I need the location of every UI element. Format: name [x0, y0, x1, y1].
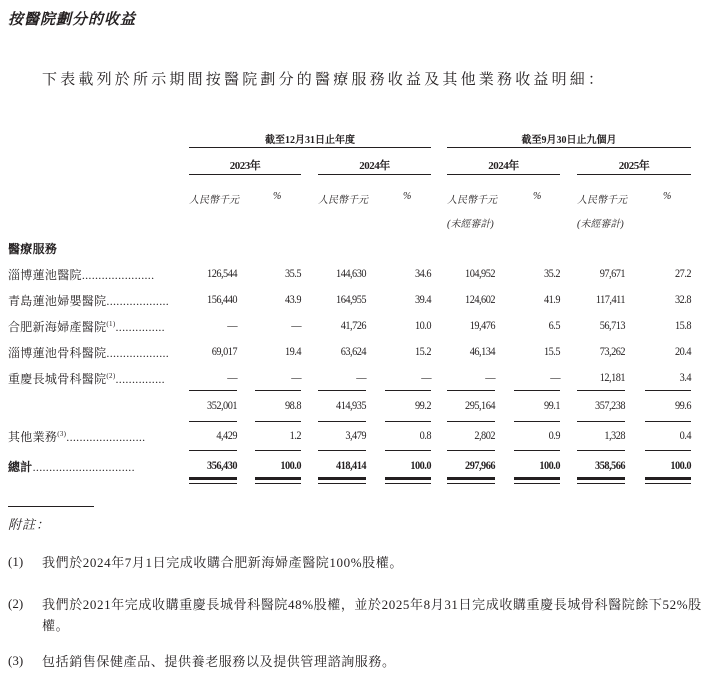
- subtotal-cell: 99.2: [414, 398, 431, 412]
- table-cell: 63,624: [340, 344, 366, 358]
- rule: [385, 421, 431, 422]
- table-cell: 4,429: [216, 428, 237, 442]
- rule: [577, 483, 625, 484]
- rule: [255, 483, 301, 484]
- table-cell: 3,479: [345, 428, 366, 442]
- note-marker: (3): [8, 653, 24, 668]
- rule: [189, 421, 237, 422]
- rule: [645, 390, 691, 391]
- intro-paragraph: 下表載列於所示期間按醫院劃分的醫療服務收益及其他業務收益明細：: [42, 72, 607, 88]
- table-cell: 126,544: [207, 266, 237, 280]
- row-label-hefei-xinhai-maternity: 合肥新海婦產醫院$^{(1)}$...............: [8, 320, 165, 334]
- rule: [255, 390, 301, 391]
- table-cell: 12,181: [599, 370, 625, 384]
- table-cell: 0.9: [548, 428, 560, 442]
- table-cell: 1,328: [604, 428, 625, 442]
- table-cell: 56,713: [599, 318, 625, 332]
- row-label-chongqing-changcheng-orthopedic: 重慶長城骨科醫院$^{(2)}$...............: [8, 372, 165, 386]
- table-cell: 15.5: [543, 344, 560, 358]
- table-cell: 35.5: [284, 266, 301, 280]
- rule: [577, 421, 625, 422]
- table-cell: 97,671: [599, 266, 625, 280]
- total-cell: 297,966: [465, 458, 495, 472]
- note-marker: (1): [8, 554, 24, 569]
- category-label-medical-services: 醫療服務: [8, 242, 58, 256]
- table-cell: —: [356, 370, 366, 384]
- rule: [514, 450, 560, 451]
- rule: [447, 450, 495, 451]
- table-cell: 20.4: [674, 344, 691, 358]
- rule: [318, 483, 366, 484]
- rule: [189, 174, 301, 175]
- table-cell: 41.9: [543, 292, 560, 306]
- table-cell: 164,955: [336, 292, 366, 306]
- unit-header-pct: %: [533, 191, 542, 202]
- table-cell: 3.4: [679, 370, 691, 384]
- rule: [447, 483, 495, 484]
- table-cell: 19.4: [284, 344, 301, 358]
- group-header-nine-months: 截至9月30日止九個月: [521, 135, 617, 146]
- rule: [189, 390, 237, 391]
- notes-title: 附註：: [8, 517, 51, 532]
- table-cell: 0.4: [679, 428, 691, 442]
- table-cell: 117,411: [595, 292, 625, 306]
- table-cell: 46,134: [469, 344, 495, 358]
- rule: [645, 421, 691, 422]
- rule: [447, 390, 495, 391]
- total-cell: 100.0: [410, 458, 431, 472]
- table-cell: 156,440: [207, 292, 237, 306]
- unit-header-amount: 人民幣千元: [577, 195, 627, 206]
- rule: [645, 483, 691, 484]
- table-cell: 1.2: [289, 428, 301, 442]
- year-header-2024-9m: 2024年: [488, 160, 519, 172]
- subtotal-cell: 99.6: [674, 398, 691, 412]
- unit-header-pct: %: [663, 191, 672, 202]
- subtotal-cell: 352,001: [207, 398, 237, 412]
- rule: [385, 483, 431, 484]
- rule: [318, 174, 431, 175]
- table-cell: 34.6: [414, 266, 431, 280]
- unit-header-amount: 人民幣千元: [189, 195, 239, 206]
- total-cell: 100.0: [670, 458, 691, 472]
- table-cell: —: [550, 370, 560, 384]
- rule: [189, 477, 237, 480]
- table-cell: —: [227, 370, 237, 384]
- rule: [645, 477, 691, 480]
- group-header-annual: 截至12月31日止年度: [265, 135, 355, 146]
- row-label-zibo-lianchi-orthopedic: 淄博蓮池骨科醫院...................: [8, 346, 170, 360]
- unaudited-note: (未經審計): [577, 219, 624, 230]
- rule: [645, 450, 691, 451]
- total-cell: 418,414: [336, 458, 366, 472]
- note-text: 我們於2024年7月1日完成收購合肥新海婦產醫院100%股權。: [42, 555, 403, 570]
- unaudited-note: (未經審計): [447, 219, 494, 230]
- table-cell: 144,630: [336, 266, 366, 280]
- row-label-other-business: 其他業務$^{(3)}$........................: [8, 430, 146, 444]
- rule: [189, 450, 237, 451]
- table-cell: 104,952: [465, 266, 495, 280]
- total-cell: 100.0: [280, 458, 301, 472]
- table-cell: 32.8: [674, 292, 691, 306]
- rule: [189, 483, 237, 484]
- section-title: 按醫院劃分的收益: [8, 10, 137, 28]
- rule: [514, 390, 560, 391]
- unit-header-amount: 人民幣千元: [318, 195, 368, 206]
- table-cell: 0.8: [419, 428, 431, 442]
- rule: [318, 477, 366, 480]
- year-header-2023: 2023年: [229, 160, 261, 172]
- rule: [318, 390, 366, 391]
- subtotal-cell: 357,238: [595, 398, 625, 412]
- rule: [514, 477, 560, 480]
- table-cell: —: [485, 370, 495, 384]
- table-cell: 41,726: [340, 318, 366, 332]
- rule: [255, 477, 301, 480]
- table-cell: 27.2: [674, 266, 691, 280]
- total-cell: 356,430: [207, 458, 237, 472]
- rule: [255, 450, 301, 451]
- table-cell: 69,017: [211, 344, 237, 358]
- unit-header-amount: 人民幣千元: [447, 195, 497, 206]
- rule: [385, 390, 431, 391]
- table-cell: 6.5: [548, 318, 560, 332]
- rule: [447, 421, 495, 422]
- rule: [189, 147, 431, 148]
- note-text: 我們於2021年完成收購重慶長城骨科醫院48%股權，並於2025年8月31日完成收購重慶長城骨科醫院餘下52%股權。: [42, 597, 702, 633]
- table-cell: 35.2: [543, 266, 560, 280]
- table-cell: 19,476: [469, 318, 495, 332]
- rule: [385, 450, 431, 451]
- subtotal-cell: 98.8: [284, 398, 301, 412]
- note-marker: (2): [8, 596, 24, 611]
- table-cell: 39.4: [414, 292, 431, 306]
- subtotal-cell: 414,935: [336, 398, 366, 412]
- subtotal-cell: 295,164: [465, 398, 495, 412]
- rule: [318, 421, 366, 422]
- unit-header-pct: %: [403, 191, 412, 202]
- footnote-separator: [8, 506, 94, 507]
- unit-header-pct: %: [273, 191, 282, 202]
- year-header-2025-9m: 2025年: [618, 160, 650, 172]
- rule: [514, 421, 560, 422]
- table-cell: —: [421, 370, 431, 384]
- rule: [447, 174, 560, 175]
- row-label-total: 總計...............................: [8, 460, 135, 474]
- row-label-zibo-lianchi-hospital: 淄博蓮池醫院......................: [8, 268, 155, 282]
- table-cell: 15.2: [414, 344, 431, 358]
- rule: [577, 174, 691, 175]
- row-label-qingdao-lianchi-maternity: 青島蓮池婦嬰醫院...................: [8, 294, 170, 308]
- rule: [577, 477, 625, 480]
- table-cell: —: [227, 318, 237, 332]
- table-cell: 15.8: [674, 318, 691, 332]
- year-header-2024: 2024年: [359, 160, 390, 172]
- total-cell: 358,566: [595, 458, 625, 472]
- rule: [447, 477, 495, 480]
- rule: [385, 477, 431, 480]
- table-cell: 43.9: [284, 292, 301, 306]
- table-cell: 10.0: [414, 318, 431, 332]
- table-cell: 73,262: [599, 344, 625, 358]
- subtotal-cell: 99.1: [543, 398, 560, 412]
- table-cell: —: [291, 318, 301, 332]
- total-cell: 100.0: [539, 458, 560, 472]
- table-cell: 124,602: [465, 292, 495, 306]
- rule: [255, 421, 301, 422]
- rule: [577, 390, 625, 391]
- rule: [447, 147, 691, 148]
- rule: [318, 450, 366, 451]
- note-text: 包括銷售保健產品、提供養老服務以及提供管理諮詢服務。: [42, 654, 396, 669]
- rule: [577, 450, 625, 451]
- table-cell: —: [291, 370, 301, 384]
- table-cell: 2,802: [474, 428, 495, 442]
- rule: [514, 483, 560, 484]
